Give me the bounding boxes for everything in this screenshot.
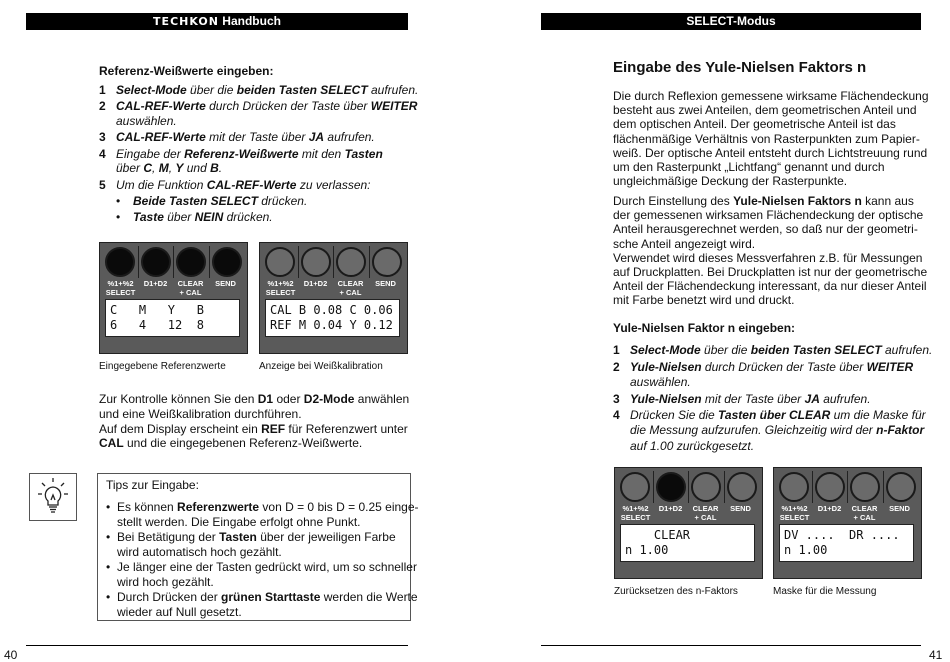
lightbulb-icon [30,474,76,520]
right-section-title: Yule-Nielsen Faktor n eingeben: [613,321,796,335]
text-run: über [116,161,144,176]
text-run: über die [186,83,237,97]
key-labels [263,280,404,298]
paragraph-line: ungleichmäßige Deckung der Rasterpunkte. [613,174,848,189]
step-text [630,423,924,438]
key-label: SEND [215,279,236,288]
key-label: CLEAR + CAL [692,504,719,522]
text-run: drücken. [223,210,273,225]
step-text [116,83,418,98]
key-label: D1+D2 [658,504,683,513]
tip-text [117,560,417,575]
text-run: Beide Tasten SELECT [133,194,258,209]
paragraph-line [99,422,409,437]
text-run: und [183,161,211,176]
step-number: 5 [99,177,106,192]
key-circle-icon [105,247,135,277]
device-display-panel [614,467,763,579]
step-text [133,210,273,225]
text-run: mit der Taste über [701,391,805,406]
key-circle-icon [850,472,880,502]
text-run: n-Faktor [876,423,925,438]
step-number: 4 [99,146,106,161]
text-run: mit den [298,146,345,161]
step-number: 3 [99,130,106,145]
step-text [630,343,932,358]
step-text [116,178,371,193]
text-run: CAL-REF-Werte [116,130,206,145]
display-caption: Zurücksetzen des n-Faktors [614,586,738,597]
key-circle-icon [336,247,366,277]
step-number: 1 [99,83,106,97]
lcd-screen: CLEAR n 1.00 [620,524,755,562]
lcd-screen: DV .... DR .... n 1.00 [779,524,914,562]
text-run: auswählen. [116,114,177,129]
text-run: Select-Mode [116,83,187,97]
text-run: Verwendet wird dieses Messverfahren z.B. für Messungen [613,250,923,265]
text-run: Um die Funktion [116,177,207,192]
step-text [630,408,926,423]
step-text [116,147,383,162]
text-run: mit Farbe benetzt wird und druckt. [613,293,795,308]
text-run: auswählen. [630,374,691,389]
text-run: anwählen [354,392,410,406]
key-label: SEND [889,504,910,513]
device-display-panel [259,242,408,354]
left-page-number: 40 [4,648,18,662]
key-circle-icon [301,247,331,277]
text-run: grünen Starttaste [221,590,321,605]
text-run: über die [700,343,751,357]
text-run: M [158,161,169,176]
paragraph-line: um den Rasterpunkt „Lichtfang“ genannt und durch [613,160,885,175]
text-run: der gemessenen wirksamen Flächendeckung der optische [613,208,924,223]
text-run: CAL-REF-Werte [206,177,297,192]
text-run: JA [804,391,820,406]
text-run: Es können [117,500,178,514]
text-run: NEIN [194,210,224,225]
paragraph-line [613,265,927,279]
key-label: %1+%2 SELECT [779,504,810,522]
text-run: durch Drücken der Taste über [205,99,371,114]
step-text [116,161,222,176]
device-key [847,471,883,503]
device-key [777,471,812,503]
text-run: C [143,161,153,176]
text-run: über [163,210,195,225]
text-run: stellt werden. Die Eingabe erfolgt ohne Punkt. [117,514,361,529]
step-number: 1 [613,343,620,357]
paragraph-line [613,293,927,307]
paragraph-line [613,279,927,293]
tip-text [117,500,419,515]
text-run: Yule-Nielsen [630,359,702,374]
device-key [883,471,919,503]
left-section-title: Referenz-Weißwerte eingeben: [99,64,274,78]
key-labels [103,280,244,298]
left-footer-rule [26,645,408,646]
device-buttons [777,471,918,503]
key-label: SEND [375,279,396,288]
paragraph-line: weiß. Der optische Anteil entsteht durch Lichtstreuung rund [613,145,928,160]
device-key [688,471,724,503]
tips-title: Tips zur Eingabe: [106,478,199,492]
yule-paragraph [613,194,927,308]
lcd-screen: CAL B 0.08 C 0.06 REF M 0.04 Y 0.12 [265,299,400,337]
key-circle-icon [815,472,845,502]
right-footer-rule [541,645,921,646]
key-label: %1+%2 SELECT [265,279,296,297]
text-run: Tasten über CLEAR [718,408,831,423]
text-run: Y [175,161,184,176]
device-buttons [263,246,404,278]
step-number: • [116,194,121,209]
text-run: D1 [257,392,274,406]
paragraph-line [613,251,927,265]
bullet: • [106,500,111,514]
right-page-number: 41 [929,648,943,662]
step-text [116,114,177,129]
key-circle-icon [727,472,757,502]
step-number: 2 [99,99,106,114]
text-run: Eingabe der [116,146,185,161]
bullet: • [106,560,111,575]
device-key [263,246,298,278]
device-key [653,471,689,503]
right-header-text: SELECT-Modus [686,14,776,28]
text-run: Taste [133,210,164,225]
display-caption: Maske für die Messung [773,586,877,597]
paragraph-line: Die durch Reflexion gemessene wirksame Flächendeckung [613,89,929,103]
step-number: 4 [613,408,620,423]
text-run: und die eingegebenen Referenz-Weißwerte. [123,436,363,451]
device-key [618,471,653,503]
text-run: Bei Betätigung der [117,530,220,545]
bullet: • [106,590,111,605]
key-label: CLEAR + CAL [851,504,878,522]
key-circle-icon [656,472,686,502]
key-circle-icon [176,247,206,277]
text-run: durch Drücken der Taste über [701,359,867,374]
device-key [138,246,174,278]
text-run: wird automatisch hoch gezählt. [117,544,282,559]
text-run: Zur Kontrolle können Sie den [99,392,258,406]
display-caption: Anzeige bei Weißkalibration [259,361,383,372]
step-number: 2 [613,359,620,374]
bullet: • [106,530,111,545]
text-run: auf Druckplatten. Bei Druckplatten ist nur der geometrische [613,265,928,280]
key-circle-icon [372,247,402,277]
paragraph-line: besteht aus zwei Anteilen, dem geometrischen Anteil und [613,103,917,118]
text-run: mit der Taste über [205,130,309,145]
tips-box [97,473,419,621]
text-run: WEITER [866,359,914,374]
key-labels [618,505,759,523]
device-key [103,246,138,278]
text-run: WEITER [370,99,418,114]
device-key [298,246,334,278]
intro-paragraph [613,89,929,188]
text-run: werden die Werte [320,590,418,605]
text-run: Referenzwerte [177,500,260,514]
text-run: aufrufen. [819,391,871,406]
step-number: • [116,210,121,225]
text-run: B [210,161,219,176]
text-run: aufrufen. [324,130,375,145]
paragraph-line [613,194,927,208]
brand-logo: TECHKON [153,15,219,28]
key-label: D1+D2 [303,279,328,288]
text-run: beiden Tasten SELECT [236,83,368,97]
paragraph-line [99,392,409,407]
text-run: REF [261,421,286,436]
text-run: drücken. [257,194,308,209]
text-run: über der jeweiligen Farbe [256,530,396,545]
tip-text [117,590,418,605]
paragraph-line [613,208,927,222]
key-label: %1+%2 SELECT [620,504,651,522]
tip-icon-box [29,473,77,521]
text-run: wird hoch gezählt. [117,574,214,589]
left-header-bar [26,13,408,30]
text-run: Yule-Nielsen [630,391,702,406]
lcd-screen: C M Y B 6 4 12 8 [105,299,240,337]
device-key [209,246,245,278]
paragraph-line [613,222,927,236]
tip-text [117,605,242,620]
text-run: beiden Tasten SELECT [750,343,882,357]
paragraph-line [99,436,409,451]
text-run: . [218,161,223,176]
text-run: um die Maske für [830,408,926,423]
key-label: CLEAR + CAL [337,279,364,297]
device-display-panel [99,242,248,354]
device-key [369,246,405,278]
key-circle-icon [141,247,171,277]
step-text [630,360,913,375]
key-labels [777,505,918,523]
text-run: Auf dem Display erscheint ein [99,421,262,436]
text-run: Durch Drücken der [117,590,222,605]
text-run: , [152,161,159,176]
key-label: D1+D2 [143,279,168,288]
step-text [116,99,417,114]
text-run: auf 1.00 zurückgesetzt. [630,438,755,453]
paragraph-line: flächenmäßige Verhältnis von Rasterpunkten zum Papier- [613,131,920,146]
text-run: die Messung aufzurufen. Gleichzeitig wird der [630,423,877,438]
text-run: Tasten [219,530,257,545]
device-key [333,246,369,278]
text-run: Tasten [344,146,383,161]
step-text [116,130,375,145]
key-label: CLEAR + CAL [177,279,204,297]
step-text [133,194,307,209]
text-run: Durch Einstellung des [613,194,734,208]
paragraph-line: dem optischen Anteil. Der geometrische Anteil ist das [613,117,896,132]
text-run: wieder auf Null gesetzt. [117,605,242,620]
right-header-bar [541,13,921,30]
text-run: sche Anteil angezeigt wird. [613,236,756,251]
text-run: für Referenzwert unter [285,421,408,436]
text-run: CAL [99,436,124,451]
key-label: D1+D2 [817,504,842,513]
text-run: aufrufen. [881,343,933,357]
tip-text [117,515,360,530]
device-key [724,471,760,503]
key-circle-icon [265,247,295,277]
left-header-text: Handbuch [222,14,281,28]
step-text [630,375,691,390]
right-page-title: Eingabe des Yule-Nielsen Faktors n [613,59,867,76]
text-run: Select-Mode [630,343,701,357]
key-label: SEND [730,504,751,513]
control-paragraph [99,392,409,451]
text-run: Drücken Sie die [630,408,719,423]
text-run: Yule-Nielsen Faktors n [733,194,862,208]
key-circle-icon [212,247,242,277]
device-display-panel [773,467,922,579]
tip-text [117,575,214,590]
tip-text [117,545,282,560]
display-caption: Eingegebene Referenzwerte [99,361,226,372]
text-run: D2-Mode [303,392,355,406]
device-buttons [103,246,244,278]
key-circle-icon [779,472,809,502]
step-text [630,392,871,407]
text-run: aufrufen. [367,83,419,97]
device-buttons [618,471,759,503]
step-number: 3 [613,391,620,406]
text-run: JA [308,130,325,145]
text-run: Anteil herausgerechnet werden, so daß nur der geometri- [613,222,918,237]
device-key [812,471,848,503]
device-key [173,246,209,278]
key-circle-icon [691,472,721,502]
paragraph-line [99,407,409,422]
text-run: Referenz-Weißwerte [184,146,299,161]
key-circle-icon [620,472,650,502]
text-run: zu verlassen: [296,177,371,192]
paragraph-line [613,237,927,251]
text-run: oder [273,392,304,406]
text-run: Anteil der Flächendeckung interessant, da nur dieser Anteil [613,279,927,294]
text-run: , [168,161,176,176]
text-run: Je länger eine der Tasten gedrückt wird, um so schneller [117,560,417,575]
key-label: %1+%2 SELECT [105,279,136,297]
text-run: kann aus [861,194,914,208]
tip-text [117,530,396,545]
text-run: CAL-REF-Werte [116,99,206,114]
text-run: von D = 0 bis D = 0.25 einge- [259,500,419,514]
key-circle-icon [886,472,916,502]
text-run: und eine Weißkalibration durchführen. [99,406,302,421]
step-text [630,439,754,454]
